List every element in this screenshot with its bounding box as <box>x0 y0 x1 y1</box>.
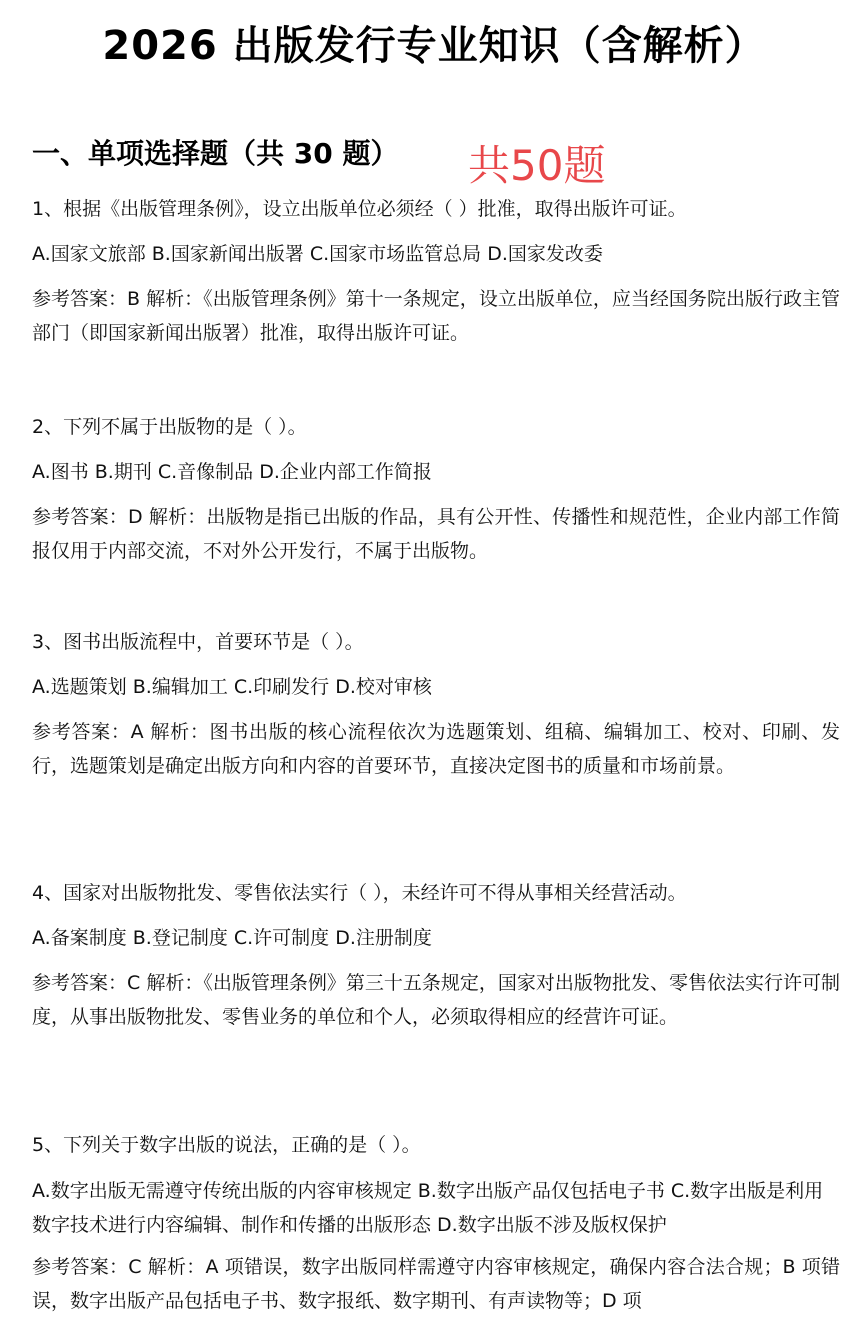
question-options: A.图书 B.期刊 C.音像制品 D.企业内部工作简报 <box>32 461 432 483</box>
question-options: A.选题策划 B.编辑加工 C.印刷发行 D.校对审核 <box>32 676 432 698</box>
question-stem: 4、国家对出版物批发、零售依法实行（ ），未经许可不得从事相关经营活动。 <box>32 882 687 904</box>
question-item <box>32 878 840 1034</box>
question-item <box>32 627 840 783</box>
answer-explanation: 参考答案：A 解析：图书出版的核心流程依次为选题策划、组稿、编辑加工、校对、印刷、发行，选题策划是确定出版方向和内容的首要环节，直接决定图书的质量和市场前景。 <box>32 721 840 777</box>
question-count-stamp: 共50题 <box>468 141 606 190</box>
question-stem: 5、下列关于数字出版的说法，正确的是（ ）。 <box>32 1134 421 1156</box>
answer-explanation: 参考答案：C 解析：A 项错误，数字出版同样需遵守内容审核规定，确保内容合法合规；B 项错误，数字出版产品包括电子书、数字报纸、数字期刊、有声读物等；D 项 <box>32 1256 840 1312</box>
section-heading: 一、单项选择题（共 30 题） <box>32 137 399 170</box>
document-title: 2026 出版发行专业知识（含解析） <box>102 23 766 69</box>
answer-explanation: 参考答案：B 解析：《出版管理条例》第十一条规定，设立出版单位，应当经国务院出版行政主管部门（即国家新闻出版署）批准，取得出版许可证。 <box>32 288 840 344</box>
question-stem: 2、下列不属于出版物的是（ ）。 <box>32 416 307 438</box>
question-stem: 1、根据《出版管理条例》，设立出版单位必须经（ ）批准，取得出版许可证。 <box>32 198 687 220</box>
question-item <box>32 412 840 568</box>
question-item <box>32 194 840 350</box>
answer-explanation: 参考答案：C 解析：《出版管理条例》第三十五条规定，国家对出版物批发、零售依法实行许可制度，从事出版物批发、零售业务的单位和个人，必须取得相应的经营许可证。 <box>32 972 840 1028</box>
question-options: A.数字出版无需遵守传统出版的内容审核规定 B.数字出版产品仅包括电子书 C.数字出版是利用数字技术进行内容编辑、制作和传播的出版形态 D.数字出版不涉及版权保护 <box>32 1180 824 1236</box>
question-stem: 3、图书出版流程中，首要环节是（ ）。 <box>32 631 364 653</box>
question-options: A.备案制度 B.登记制度 C.许可制度 D.注册制度 <box>32 927 432 949</box>
question-options: A.国家文旅部 B.国家新闻出版署 C.国家市场监管总局 D.国家发改委 <box>32 243 603 265</box>
answer-explanation: 参考答案：D 解析：出版物是指已出版的作品，具有公开性、传播性和规范性，企业内部工作简报仅用于内部交流，不对外公开发行，不属于出版物。 <box>32 506 840 562</box>
question-item <box>32 1130 840 1318</box>
